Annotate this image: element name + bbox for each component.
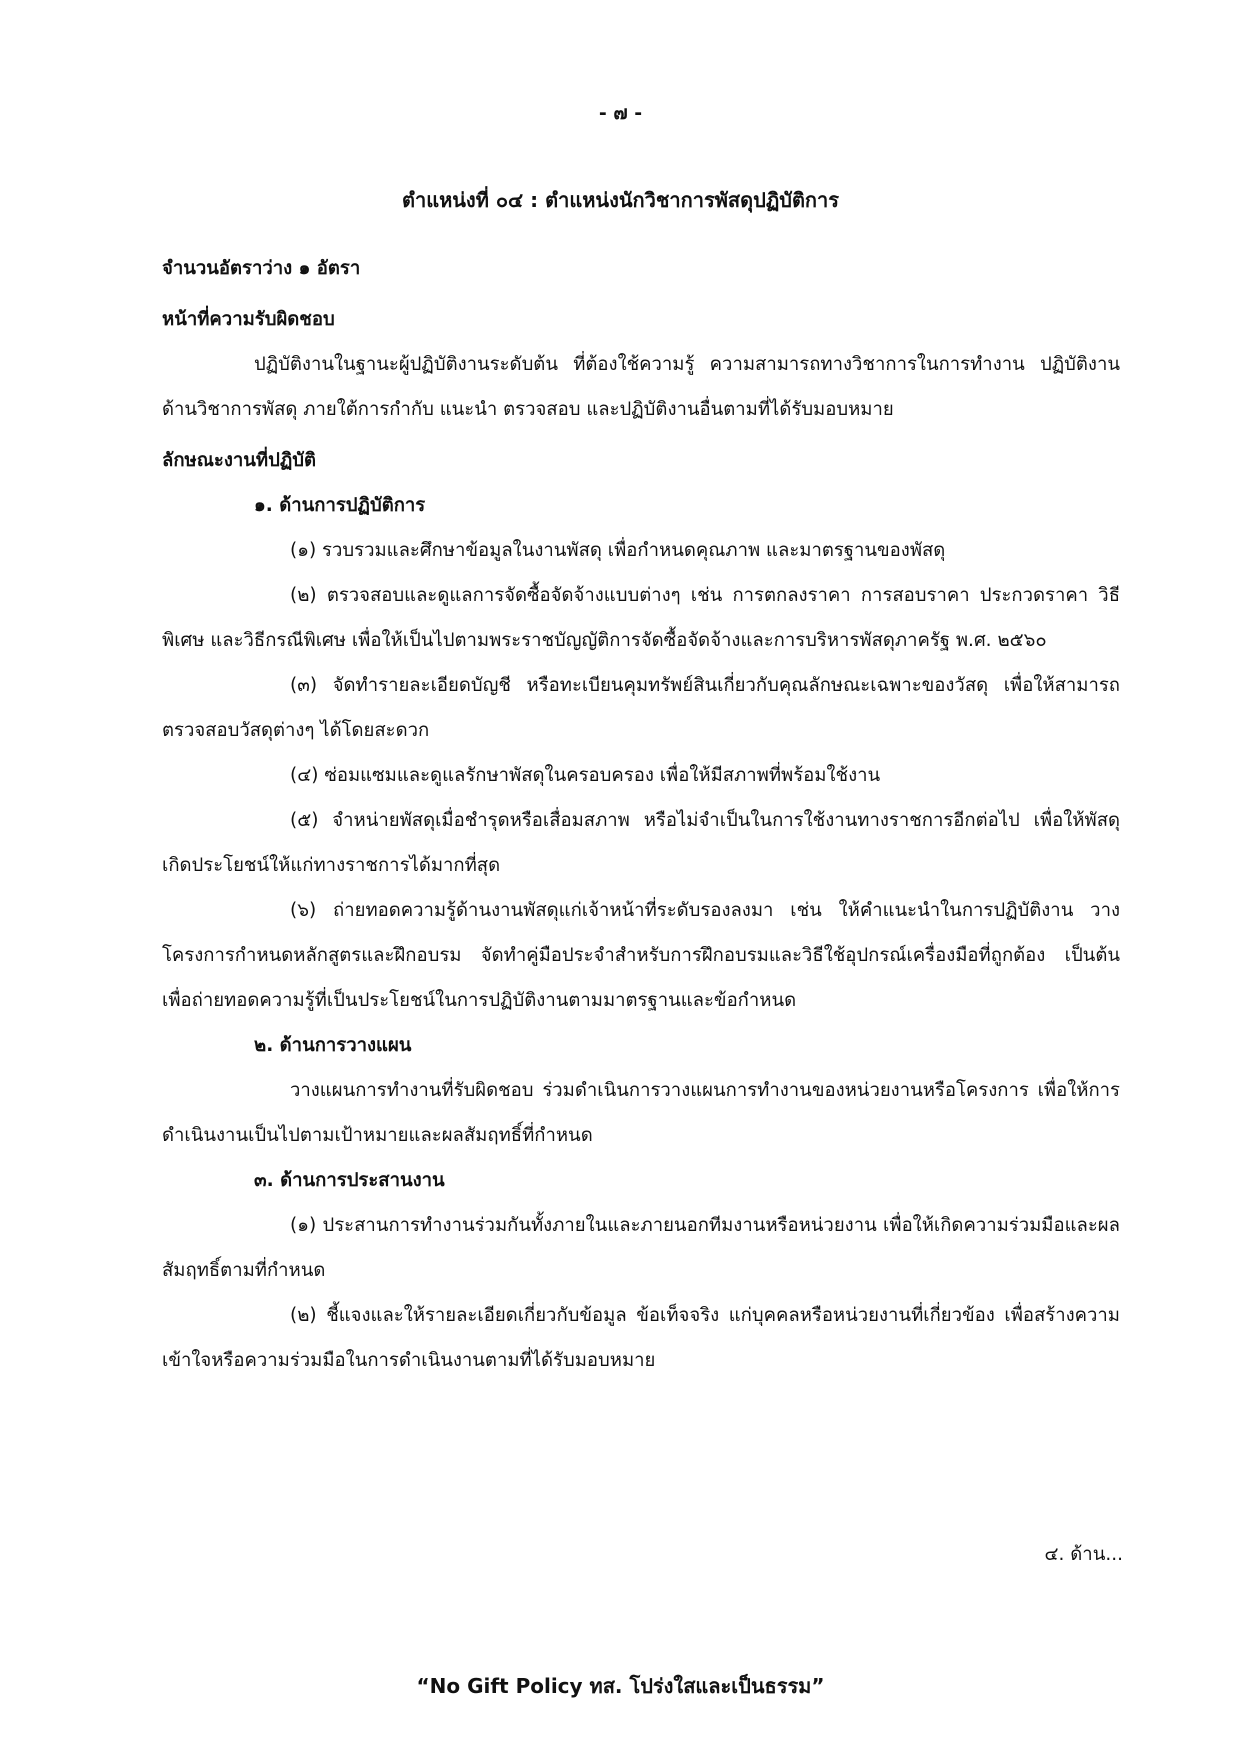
section-planning-title: ๒. ด้านการวางแผน	[254, 1035, 412, 1056]
section-coordination-title: ๓. ด้านการประสานงาน	[254, 1170, 445, 1191]
operations-item-3: (๓) จัดทำรายละเอียดบัญชี หรือทะเบียนคุมทรัพย์สินเกี่ยวกับคุณลักษณะเฉพาะของวัสดุ เพื่อให้สามารถตรวจสอบวัสดุต่างๆ ได้โดยสะดวก	[162, 675, 1120, 741]
work-characteristics-heading: ลักษณะงานที่ปฏิบัติ	[162, 450, 317, 471]
operations-item-5: (๕) จำหน่ายพัสดุเมื่อชำรุดหรือเสื่อมสภาพ หรือไม่จำเป็นในการใช้งานทางราชการอีกต่อไป เพื่อให้พัสดุเกิดประโยชน์ให้แก่ทางราชการได้มากที่สุด	[162, 810, 1120, 876]
page-number: - ๗ -	[598, 102, 643, 124]
operations-item-6: (๖) ถ่ายทอดความรู้ด้านงานพัสดุแก่เจ้าหน้าที่ระดับรองลงมา เช่น ให้คำแนะนำในการปฏิบัติงาน วางโครงการกำหนดหลักสูตรและฝึกอบรม จัดทำคู่มือประจำสำหรับการฝึกอบรมและวิธีใช้อุปกรณ์เครื่องมือที่ถูกต้อง เป็นต้น เพื่อถ่ายทอดความรู้ที่เป็นประโยชน์ในการปฏิบัติงานตามมาตรฐานและข้อกำหนด	[162, 900, 1120, 1011]
coordination-item-2: (๒) ชี้แจงและให้รายละเอียดเกี่ยวกับข้อมูล ข้อเท็จจริง แก่บุคคลหรือหน่วยงานที่เกี่ยวข้อง เพื่อสร้างความเข้าใจหรือความร่วมมือในการดำเนินงานตามที่ได้รับมอบหมาย	[162, 1305, 1120, 1371]
footer-slogan: “No Gift Policy ทส. โปร่งใสและเป็นธรรม”	[416, 1674, 825, 1698]
operations-item-4: (๔) ซ่อมแซมและดูแลรักษาพัสดุในครอบครอง เพื่อให้มีสภาพที่พร้อมใช้งาน	[290, 765, 881, 786]
coordination-item-1: (๑) ประสานการทำงานร่วมกันทั้งภายในและภายนอกทีมงานหรือหน่วยงาน เพื่อให้เกิดความร่วมมือและผลสัมฤทธิ์ตามที่กำหนด	[162, 1215, 1120, 1281]
position-title: ตำแหน่งที่ ๐๔ : ตำแหน่งนักวิชาการพัสดุปฏิบัติการ	[401, 188, 840, 212]
operations-item-2: (๒) ตรวจสอบและดูแลการจัดซื้อจัดจ้างแบบต่างๆ เช่น การตกลงราคา การสอบราคา ประกวดราคา วิธีพิเศษ และวิธีกรณีพิเศษ เพื่อให้เป็นไปตามพระราชบัญญัติการจัดซื้อจัดจ้างและการบริหารพัสดุภาครัฐ พ.ศ. ๒๕๖๐	[162, 585, 1120, 651]
operations-item-1: (๑) รวบรวมและศึกษาข้อมูลในงานพัสดุ เพื่อกำหนดคุณภาพ และมาตรฐานของพัสดุ	[290, 540, 946, 561]
vacancies-line: จำนวนอัตราว่าง ๑ อัตรา	[162, 258, 361, 279]
section-operations-title: ๑. ด้านการปฏิบัติการ	[254, 495, 426, 516]
planning-item-1: วางแผนการทำงานที่รับผิดชอบ ร่วมดำเนินการวางแผนการทำงานของหน่วยงานหรือโครงการ เพื่อให้การดำเนินงานเป็นไปตามเป้าหมายและผลสัมฤทธิ์ที่กำหนด	[162, 1080, 1120, 1146]
duties-paragraph: ปฏิบัติงานในฐานะผู้ปฏิบัติงานระดับต้น ที่ต้องใช้ความรู้ ความสามารถทางวิชาการในการทำงาน ปฏิบัติงานด้านวิชาการพัสดุ ภายใต้การกำกับ แนะนำ ตรวจสอบ และปฏิบัติงานอื่นตามที่ได้รับมอบหมาย	[162, 354, 1120, 420]
document-body	[162, 246, 1120, 1383]
continuation-note: ๔. ด้าน...	[1044, 1544, 1123, 1565]
duties-heading: หน้าที่ความรับผิดชอบ	[162, 309, 335, 330]
